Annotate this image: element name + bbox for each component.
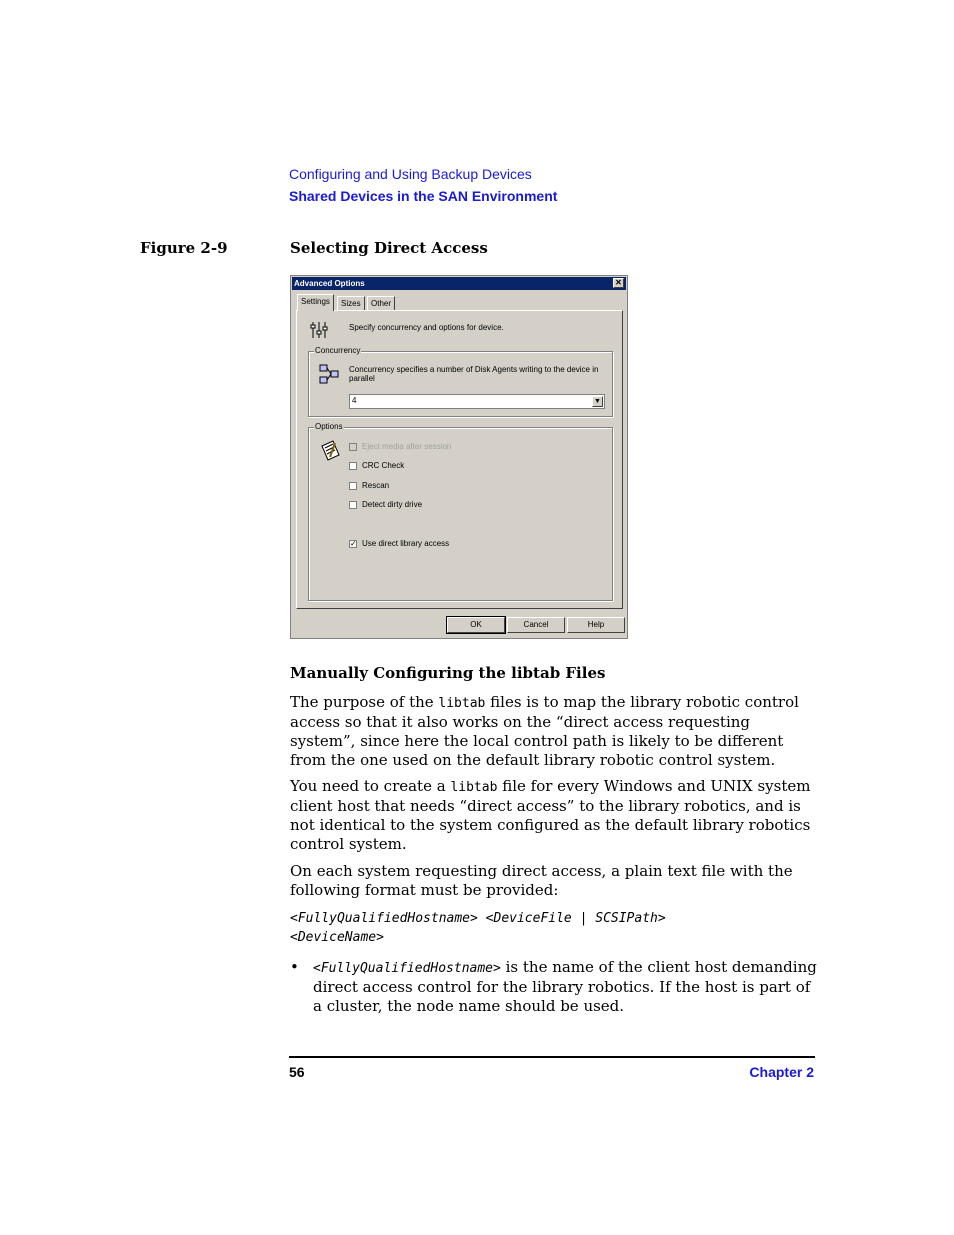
paragraph-3: On each system requesting direct access, a plain text file with the following format must be provided: [290,862,793,899]
bullet-item: <FullyQualifiedHostname> is the name of the client host demanding direct access control for the library robotics. If the host is part of a cluster, the node name should be used. [313,958,817,1015]
bullet-marker: • [290,958,299,976]
syntax-line-2: <DeviceName> [290,930,384,945]
libtab-code: libtab [438,696,486,711]
direct-library-access-checkbox[interactable]: ✓ [350,539,357,548]
figure-title: Selecting Direct Access [290,239,488,257]
rescan-checkbox[interactable] [349,482,357,490]
chevron-down-icon[interactable]: ▼ [592,396,603,407]
settings-panel [296,310,623,609]
concurrency-group [308,346,613,417]
running-header-subsection: Shared Devices in the SAN Environment [289,188,558,204]
running-header-section: Configuring and Using Backup Devices [289,166,532,182]
network-agents-icon [319,364,339,386]
concurrency-select[interactable] [349,394,605,409]
settings-intro: Specify concurrency and options for device. [349,323,504,332]
options-group [308,422,613,601]
tab-other[interactable]: Other [367,296,395,310]
concurrency-label: Concurrency [315,346,361,355]
sliders-icon [309,320,331,340]
syntax-line-1: <FullyQualifiedHostname> <DeviceFile | SCSIPath> [290,911,666,926]
crc-check-checkbox[interactable] [349,462,357,470]
options-label: Options [315,422,343,431]
section-heading: Manually Configuring the libtab Files [290,664,606,682]
syntax-block [290,909,830,947]
hostname-code: <FullyQualifiedHostname> [313,961,501,976]
footer-rule [289,1056,815,1058]
tab-sizes[interactable]: Sizes [337,296,365,310]
direct-library-access-label: Use direct library access [362,539,450,548]
cancel-button[interactable]: Cancel [507,617,565,633]
dialog-titlebar [292,277,626,290]
libtab-code: libtab [450,780,498,795]
dialog-title: Advanced Options [294,279,365,288]
chapter-label: Chapter 2 [749,1064,814,1080]
eject-media-checkbox[interactable] [349,443,357,451]
concurrency-value: 4 [352,396,357,405]
crc-check-label: CRC Check [362,461,405,470]
rescan-label: Rescan [362,481,390,490]
eject-media-label: Eject media after session [362,442,452,451]
notepad-icon [319,440,341,462]
paragraph-2: You need to create a libtab file for every Windows and UNIX system client host that needs “direct access” to the library robotics, and is not identical to the system configured as the default library robotics control system. [290,777,811,853]
concurrency-description: Concurrency specifies a number of Disk Agents writing to the device in parallel [349,365,599,383]
advanced-options-dialog [290,275,628,639]
paragraph-1: The purpose of the libtab files is to map the library robotic control access so that it also works on the “direct access requesting system”, since here the local control path is likely to be different from the one used on the default library robotic control system. [290,693,799,769]
help-button[interactable]: Help [567,617,625,633]
detect-dirty-drive-checkbox[interactable] [349,501,357,509]
tab-settings[interactable]: Settings [297,294,334,311]
detect-dirty-drive-label: Detect dirty drive [362,500,423,509]
ok-button[interactable]: OK [447,617,505,633]
figure-label: Figure 2-9 [140,239,228,257]
page-number: 56 [289,1064,305,1080]
close-icon[interactable]: ✕ [613,278,624,288]
